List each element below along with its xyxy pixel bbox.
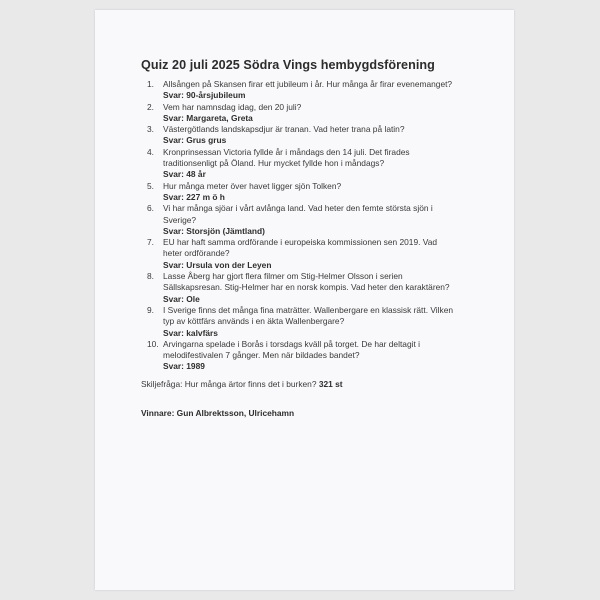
list-item: [141, 339, 501, 373]
winner-text: Vinnare: Gun Albrektsson, Ulricehamn: [141, 408, 295, 419]
question-number: 4.: [147, 146, 154, 157]
question-number: 1.: [147, 79, 154, 89]
paper-sheet: [95, 10, 514, 590]
question-number: 3.: [147, 124, 154, 135]
tiebreaker-answer: 321 st: [318, 378, 343, 389]
question-number: 7.: [147, 237, 154, 248]
page-title: Quiz 20 juli 2025 Södra Vings hembygdsförening: [141, 58, 435, 72]
question-text: I Sverige finns det många fina maträtter. Wallenbergare en klassisk rätt. Vilken typ av köttfärs används i en äkta Wallenbergare?: [163, 304, 454, 327]
answer-text: Svar: Storsjön (Jämtland): [163, 225, 265, 236]
question-number: 6.: [147, 203, 154, 214]
list-item: [141, 124, 501, 147]
question-number: 5.: [147, 180, 154, 191]
answer-text: Svar: 90-årsjubileum: [163, 90, 246, 101]
question-text: Hur många meter över havet ligger sjön Tolken?: [163, 180, 342, 191]
answer-text: Svar: Ole: [163, 293, 200, 304]
list-item: [141, 79, 501, 102]
question-text: Arvingarna spelade i Borås i torsdags kväll på torget. De har deltagit i melodifestivalen 7 gånger. Men när bildades bandet?: [163, 338, 420, 361]
question-list: [141, 79, 501, 373]
question-text: EU har haft samma ordförande i europeiska kommissionen sen 2019. Vad heter ordförande?: [163, 237, 438, 259]
question-text: Vem har namnsdag idag, den 20 juli?: [163, 101, 302, 112]
question-text: Vi har många sjöar i vårt avlånga land. Vad heter den femte största sjön i Sverige?: [163, 203, 433, 225]
answer-text: Svar: Grus grus: [163, 135, 227, 146]
question-text: Västergötlands landskapsdjur är tranan. Vad heter trana på latin?: [163, 124, 405, 135]
list-item: [141, 203, 501, 237]
tiebreaker: [141, 379, 501, 390]
answer-text: Svar: 227 m ö h: [163, 191, 225, 202]
answer-text: Svar: 48 år: [163, 169, 206, 180]
answer-text: Svar: 1989: [163, 361, 205, 372]
list-item: [141, 237, 501, 271]
list-item: [141, 181, 501, 204]
answer-text: Svar: kalvfärs: [163, 327, 218, 338]
answer-text: Svar: Margareta, Greta: [163, 112, 253, 123]
list-item: [141, 147, 501, 181]
question-text: Kronprinsessan Victoria fyllde år i måndags den 14 juli. Det firades traditionsenligt på Öland. Hur mycket fyllde hon i måndags?: [163, 146, 410, 169]
answer-text: Svar: Ursula von der Leyen: [163, 259, 272, 270]
question-text: Allsången på Skansen firar ett jubileum i år. Hur många år firar evenemanget?: [163, 79, 453, 89]
question-number: 10.: [147, 338, 159, 349]
question-number: 9.: [147, 304, 154, 315]
list-item: [141, 305, 501, 339]
tiebreaker-question: Skiljefråga: Hur många ärtor finns det i burken?: [141, 378, 317, 389]
question-text: Lasse Åberg har gjort flera filmer om Stig-Helmer Olsson i serien Sällskapsresan. Stig-Helmer har en norsk kompis. Vad heter den karaktären?: [163, 271, 450, 293]
list-item: [141, 271, 501, 305]
question-number: 2.: [147, 101, 154, 112]
list-item: [141, 102, 501, 125]
question-number: 8.: [147, 271, 154, 282]
document-content: [141, 58, 501, 418]
